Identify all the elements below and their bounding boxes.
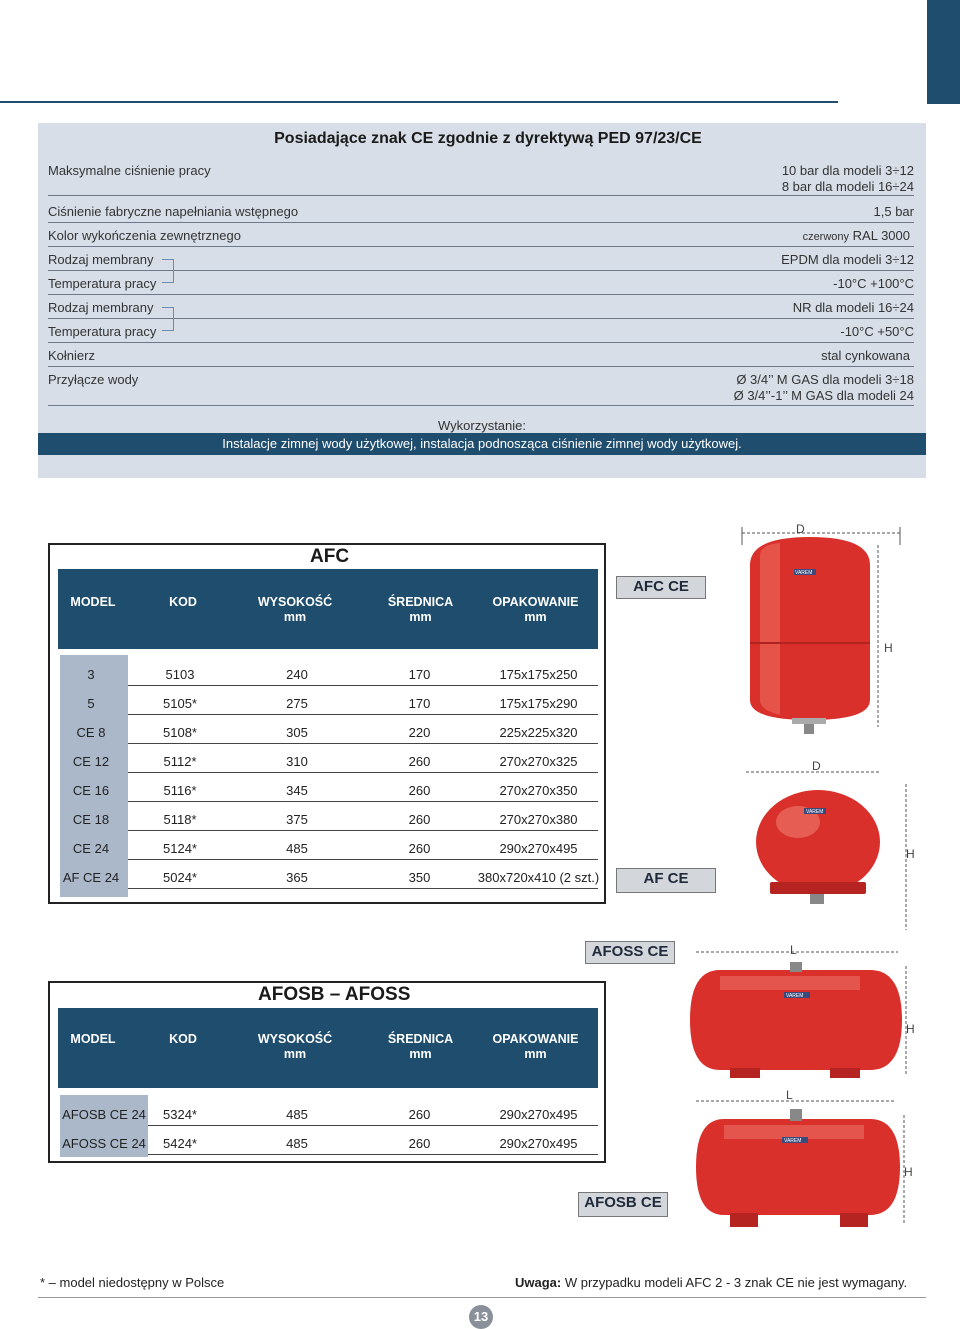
spec-rule	[48, 222, 914, 223]
dim-h: H	[906, 847, 915, 861]
spec-value: -10°C +100°C	[833, 276, 914, 291]
table-row-line	[128, 830, 598, 831]
cell-opak: 380x720x410 (2 szt.)	[477, 870, 600, 885]
cell-wys: 275	[286, 696, 308, 711]
cell-opak: 270x270x325	[499, 754, 578, 769]
dim-l: L	[790, 943, 797, 957]
warning-label: Uwaga:	[515, 1275, 562, 1290]
tag-afoss-ce: AFOSS CE	[585, 941, 675, 964]
tank-label: VAREM	[784, 1138, 802, 1144]
spec-rule	[48, 294, 914, 295]
cell-opak: 290x270x495	[499, 1136, 578, 1151]
cell-wys: 310	[286, 754, 308, 769]
tank-afoss-horizontal	[680, 940, 920, 1090]
cell-sred: 220	[408, 725, 431, 740]
cell-sred: 260	[408, 812, 431, 827]
spec-value: Ø 3/4’’ M GAS dla modeli 3÷18 Ø 3/4’’-1’’ M GAS dla modeli 24	[733, 372, 914, 403]
cell-sred: 260	[408, 1107, 431, 1122]
cell-opak: 270x270x350	[499, 783, 578, 798]
header-wysokosc: WYSOKOŚĆ mm	[257, 595, 333, 624]
afc-title: AFC	[310, 546, 350, 567]
table-row-line	[128, 801, 598, 802]
afos-header	[58, 1008, 598, 1088]
table-row-line	[128, 859, 598, 860]
table-row-line	[128, 743, 598, 744]
cell-sred: 350	[408, 870, 431, 885]
afos-title: AFOSB – AFOSS	[258, 984, 411, 1005]
cell-kod: 5112*	[163, 754, 197, 769]
spec-rule	[48, 342, 914, 343]
bracket	[162, 259, 174, 283]
footnote: * – model niedostępny w Polsce	[40, 1275, 225, 1290]
cell-model: AF CE 24	[62, 870, 120, 885]
cell-sred: 260	[408, 841, 431, 856]
header-srednica: ŚREDNICA mm	[387, 595, 454, 624]
cell-opak: 290x270x495	[499, 841, 578, 856]
afc-header	[58, 569, 598, 649]
tag-afc-ce: AFC CE	[616, 576, 706, 599]
cell-kod: 5108*	[163, 725, 197, 740]
cell-wys: 485	[286, 1107, 308, 1122]
spec-label: Ciśnienie fabryczne napełniania wstępnego	[48, 204, 299, 219]
dim-h: H	[884, 641, 893, 655]
warning	[515, 1275, 907, 1290]
tank-label: VAREM	[795, 570, 813, 576]
cell-sred: 260	[408, 783, 431, 798]
cell-model: AFOSS CE 24	[62, 1136, 146, 1151]
cell-wys: 485	[286, 841, 308, 856]
spec-label: Kolor wykończenia zewnętrznego	[48, 228, 241, 243]
cell-model: CE 24	[72, 841, 110, 856]
table-row-line	[128, 888, 598, 889]
header-model: MODEL	[70, 595, 116, 609]
spec-label: Przyłącze wody	[48, 372, 139, 387]
usage-title: Wykorzystanie:	[437, 418, 527, 433]
table-row-line	[148, 1125, 598, 1126]
cell-wys: 305	[286, 725, 308, 740]
spec-label: Rodzaj membrany	[48, 252, 154, 267]
tank-label: VAREM	[786, 993, 804, 999]
spec-value: -10°C +50°C	[840, 324, 914, 339]
cell-kod: 5116*	[163, 783, 197, 798]
tank-label: VAREM	[806, 809, 824, 815]
cell-opak: 175x175x290	[499, 696, 578, 711]
bracket	[162, 307, 174, 331]
spec-value: 1,5 bar	[873, 204, 914, 219]
header-opakowanie: OPAKOWANIE mm	[492, 1032, 579, 1061]
cell-wys: 375	[286, 812, 308, 827]
cell-kod: 5124*	[163, 841, 197, 856]
cell-opak: 290x270x495	[499, 1107, 578, 1122]
spec-rule	[48, 270, 914, 271]
cell-kod: 5324*	[163, 1107, 197, 1122]
cell-kod: 5103	[165, 667, 195, 682]
model-column	[60, 655, 128, 897]
cell-sred: 260	[408, 754, 431, 769]
dim-h: H	[904, 1165, 913, 1179]
header-wysokosc: WYSOKOŚĆ mm	[257, 1032, 333, 1061]
spec-label: Temperatura pracy	[48, 324, 157, 339]
header-kod: KOD	[169, 1032, 197, 1046]
spec-label: Rodzaj membrany	[48, 300, 154, 315]
cell-model: 5	[87, 696, 95, 711]
spec-rule	[48, 405, 914, 406]
table-row-line	[128, 714, 598, 715]
spec-label: Temperatura pracy	[48, 276, 157, 291]
spec-label: Kołnierz	[48, 348, 95, 363]
header-srednica: ŚREDNICA mm	[387, 1032, 454, 1061]
tag-afosb-ce: AFOSB CE	[578, 1192, 668, 1217]
dim-l: L	[786, 1088, 793, 1102]
cell-model: CE 12	[72, 754, 110, 769]
spec-title: Posiadające znak CE zgodnie z dyrektywą PED 97/23/CE	[274, 130, 702, 147]
cell-opak: 225x225x320	[499, 725, 578, 740]
spec-value: stal cynkowana	[821, 348, 910, 363]
cell-kod: 5118*	[163, 812, 197, 827]
cell-wys: 365	[286, 870, 308, 885]
warning-text: W przypadku modeli AFC 2 - 3 znak CE nie jest wymagany.	[564, 1275, 908, 1290]
header-model: MODEL	[70, 1032, 116, 1046]
spec-label: Maksymalne ciśnienie pracy	[48, 163, 211, 178]
cell-kod: 5424*	[163, 1136, 197, 1151]
cell-wys: 345	[286, 783, 308, 798]
dim-h: H	[906, 1022, 915, 1036]
cell-sred: 170	[408, 667, 431, 682]
tank-afc-vertical	[720, 515, 920, 745]
usage-text: Instalacje zimnej wody użytkowej, instalacja podnosząca ciśnienie zimnej wody użytkowej.	[222, 436, 742, 451]
footer-rule	[38, 1297, 926, 1298]
cell-model: CE 8	[76, 725, 106, 740]
spec-rule	[48, 246, 914, 247]
header-kod: KOD	[169, 595, 197, 609]
tank-afosb-horizontal	[690, 1085, 920, 1235]
dim-d: D	[796, 522, 805, 536]
spec-rule	[48, 318, 914, 319]
table-row-line	[148, 1154, 598, 1155]
tag-af-ce: AF CE	[616, 868, 716, 893]
spec-rule	[48, 195, 914, 196]
header-rule	[0, 101, 838, 103]
table-row-line	[128, 772, 598, 773]
cell-model: 3	[87, 667, 95, 682]
spec-rule	[48, 366, 914, 367]
table-row-line	[128, 685, 598, 686]
cell-wys: 485	[286, 1136, 308, 1151]
dim-d: D	[812, 760, 821, 773]
header-opakowanie: OPAKOWANIE mm	[492, 595, 579, 624]
cell-opak: 270x270x380	[499, 812, 578, 827]
spec-value: czerwony RAL 3000	[802, 228, 910, 243]
spec-value: EPDM dla modeli 3÷12	[781, 252, 914, 267]
cell-model: AFOSB CE 24	[62, 1107, 146, 1122]
cell-model: CE 16	[72, 783, 110, 798]
cell-model: CE 18	[72, 812, 110, 827]
cell-kod: 5105*	[163, 696, 197, 711]
cell-kod: 5024*	[163, 870, 197, 885]
page-number: 13	[469, 1305, 493, 1329]
spec-value: 10 bar dla modeli 3÷12 8 bar dla modeli 16÷24	[781, 163, 914, 194]
cell-sred: 170	[408, 696, 431, 711]
cell-wys: 240	[286, 667, 308, 682]
cell-sred: 260	[408, 1136, 431, 1151]
tank-af-ce	[740, 760, 920, 940]
spec-value: NR dla modeli 16÷24	[792, 300, 914, 315]
cell-opak: 175x175x250	[499, 667, 578, 682]
corner-tab	[927, 0, 960, 104]
